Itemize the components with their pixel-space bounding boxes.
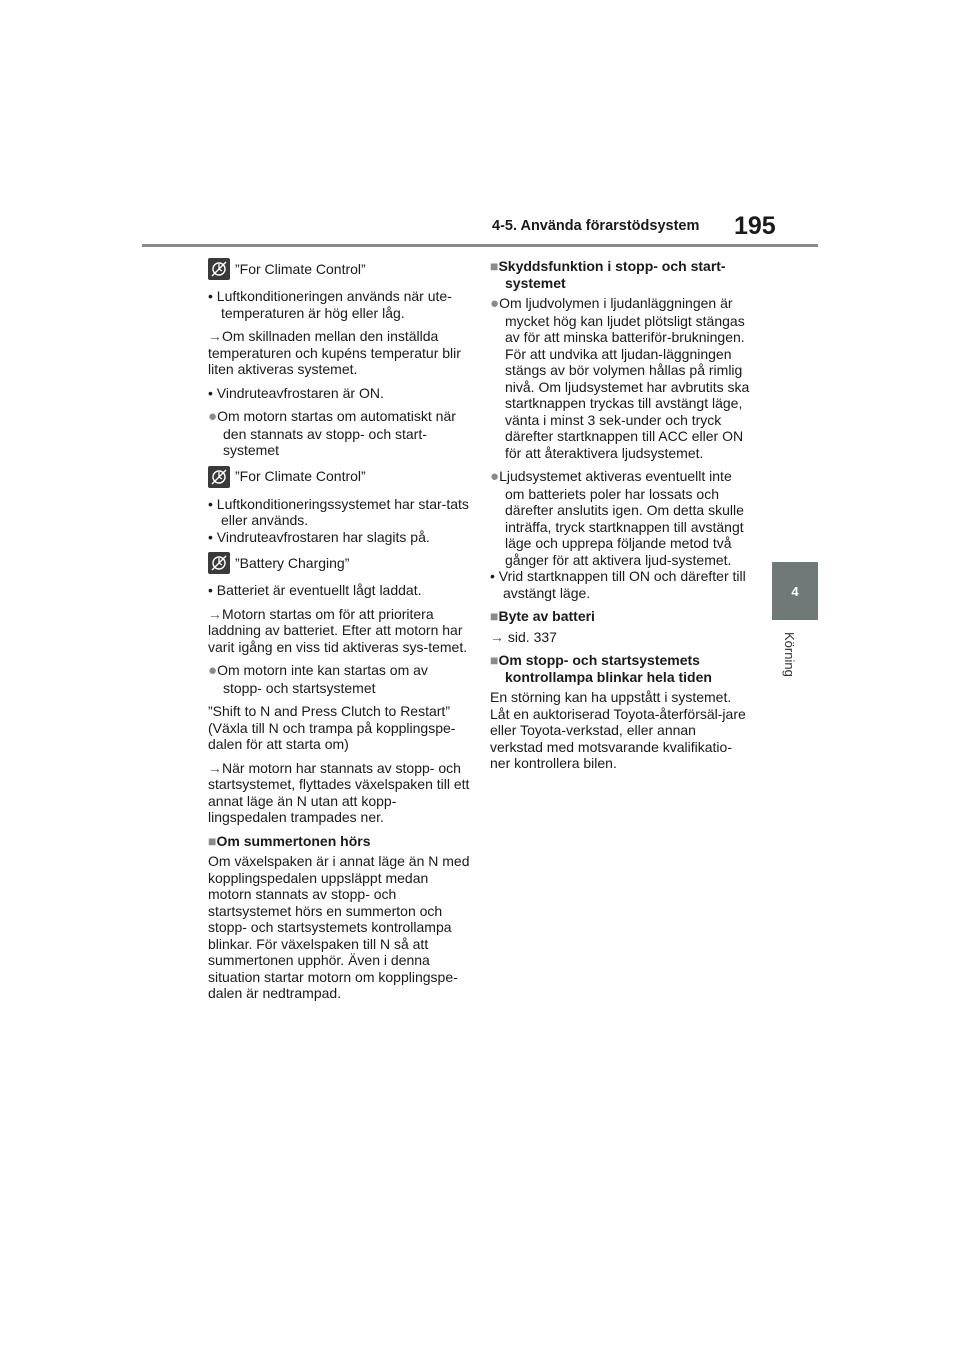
arrow-icon: →	[208, 759, 222, 776]
stop-start-off-icon	[208, 552, 230, 574]
arrow-icon: →	[208, 328, 222, 344]
bullet-item: • Luftkonditioneringssystemet har star-tats eller används.	[208, 495, 469, 528]
message-text: ”For Climate Control”	[235, 468, 366, 485]
page-reference[interactable]	[490, 629, 752, 646]
arrow-icon: →	[490, 628, 508, 645]
message-line	[208, 258, 470, 280]
result-body: När motorn har stannats av stopp- och startsystemet, flyttades växelspaken till ett annat läge än N utan att kopp-lingspedalen trampades ner.	[208, 759, 470, 825]
section-heading-text: Byte av batteri	[498, 608, 595, 624]
section-heading	[490, 258, 752, 291]
chapter-label: Körning	[782, 632, 797, 677]
message-text: ”For Climate Control”	[235, 260, 366, 277]
chapter-number: 4	[791, 583, 799, 599]
circle-heading	[208, 408, 470, 459]
result-text	[208, 606, 470, 656]
circle-paragraph	[490, 295, 752, 461]
circle-paragraph-text: Om ljudvolymen i ljudanläggningen är mycket hög kan ljudet plötsligt stängas av för att minska batteriför-brukningen. För att undvika att ljudan-läggningen stängs av bör volymen hållas på rimlig nivå. Om ljudsystemet har avbrutits ska startknappen tryckas till avstängt läge, vänta i minst 3 sek-under och tryck därefter startknappen till ACC eller ON för att återaktivera ljudsystemet.	[499, 295, 750, 461]
header-rule	[142, 244, 818, 247]
bullet-item: • Vrid startknappen till ON och därefter till avstängt läge.	[490, 568, 746, 601]
bullet-item: • Vindruteavfrostaren har slagits på.	[208, 528, 430, 545]
right-column	[490, 258, 752, 779]
circle-heading-text: Om motorn startas om automatiskt när den stannats av stopp- och start-systemet	[217, 408, 456, 458]
square-bullet-icon: ■	[208, 832, 217, 849]
circle-bullet-icon: ●	[490, 468, 500, 485]
result-text	[208, 328, 470, 378]
circle-heading	[208, 662, 470, 696]
circle-paragraph	[490, 468, 752, 568]
circle-bullet-icon: ●	[208, 662, 218, 679]
circle-heading-text: Om motorn inte kan startas om av stopp- och startsystemet	[217, 662, 428, 696]
square-bullet-icon: ■	[490, 652, 499, 668]
page-number: 195	[734, 212, 776, 240]
square-bullet-icon: ■	[490, 608, 499, 624]
paragraph: Om växelspaken är i annat läge än N med kopplingspedalen uppsläppt medan motorn stannats av stopp- och startsystemet hörs en summerton och stopp- och startsystemets kontrollampa blinkar. För växelspaken till N så att summertonen upphör. Även i denna situation startar motorn om kopplingspe-dalen är nedtrampad.	[208, 853, 470, 1001]
section-heading	[490, 652, 752, 685]
page-reference-text: sid. 337	[507, 628, 557, 645]
section-title: 4-5. Använda förarstödsystem	[492, 218, 700, 234]
message-line	[208, 552, 470, 574]
result-body: Motorn startas om för att prioritera laddning av batteriet. Efter att motorn har varit igång en viss tid aktiveras sys-temet.	[208, 605, 468, 655]
left-column	[208, 258, 470, 1009]
section-heading	[208, 833, 470, 850]
bullet-item: • Batteriet är eventuellt lågt laddat.	[208, 582, 422, 598]
section-heading	[490, 608, 752, 625]
message-text: ”Battery Charging”	[235, 554, 350, 571]
section-heading-text: Skyddsfunktion i stopp- och start-systemet	[498, 258, 726, 291]
bullet-item: • Luftkonditioneringen används när ute-temperaturen är hög eller låg.	[208, 288, 452, 321]
paragraph: En störning kan ha uppstått i systemet. Låt en auktoriserad Toyota-återförsäl-jare eller Toyota-verkstad, eller annan verkstad med motsvarande kvalifikatio-ner kontrollera bilen.	[490, 689, 746, 771]
bullet-item: • Vindruteavfrostaren är ON.	[208, 384, 384, 401]
message-line	[208, 466, 470, 488]
stop-start-off-icon	[208, 258, 230, 280]
square-bullet-icon: ■	[490, 258, 499, 274]
stop-start-off-icon	[208, 466, 230, 488]
section-heading-text: Om stopp- och startsystemets kontrollampa blinkar hela tiden	[498, 652, 712, 685]
circle-bullet-icon: ●	[490, 295, 500, 312]
circle-paragraph-text: Ljudsystemet aktiveras eventuellt inte om batteriets poler har lossats och därefter anslutits igen. Om detta skulle inträffa, tryck startknappen till avstängt läge och upprepa följande metod två gånger för att aktivera ljud-systemet.	[499, 468, 744, 568]
section-heading-text: Om summertonen hörs	[216, 832, 371, 849]
result-body: Om skillnaden mellan den inställda temperaturen och kupéns temperatur blir liten aktiveras systemet.	[208, 328, 461, 377]
paragraph: ”Shift to N and Press Clutch to Restart” (Växla till N och trampa på kopplingspe-dalen för att starta om)	[208, 703, 456, 752]
circle-bullet-icon: ●	[208, 408, 218, 425]
arrow-icon: →	[208, 605, 222, 622]
result-text	[208, 760, 470, 826]
chapter-tab[interactable]	[772, 562, 818, 620]
